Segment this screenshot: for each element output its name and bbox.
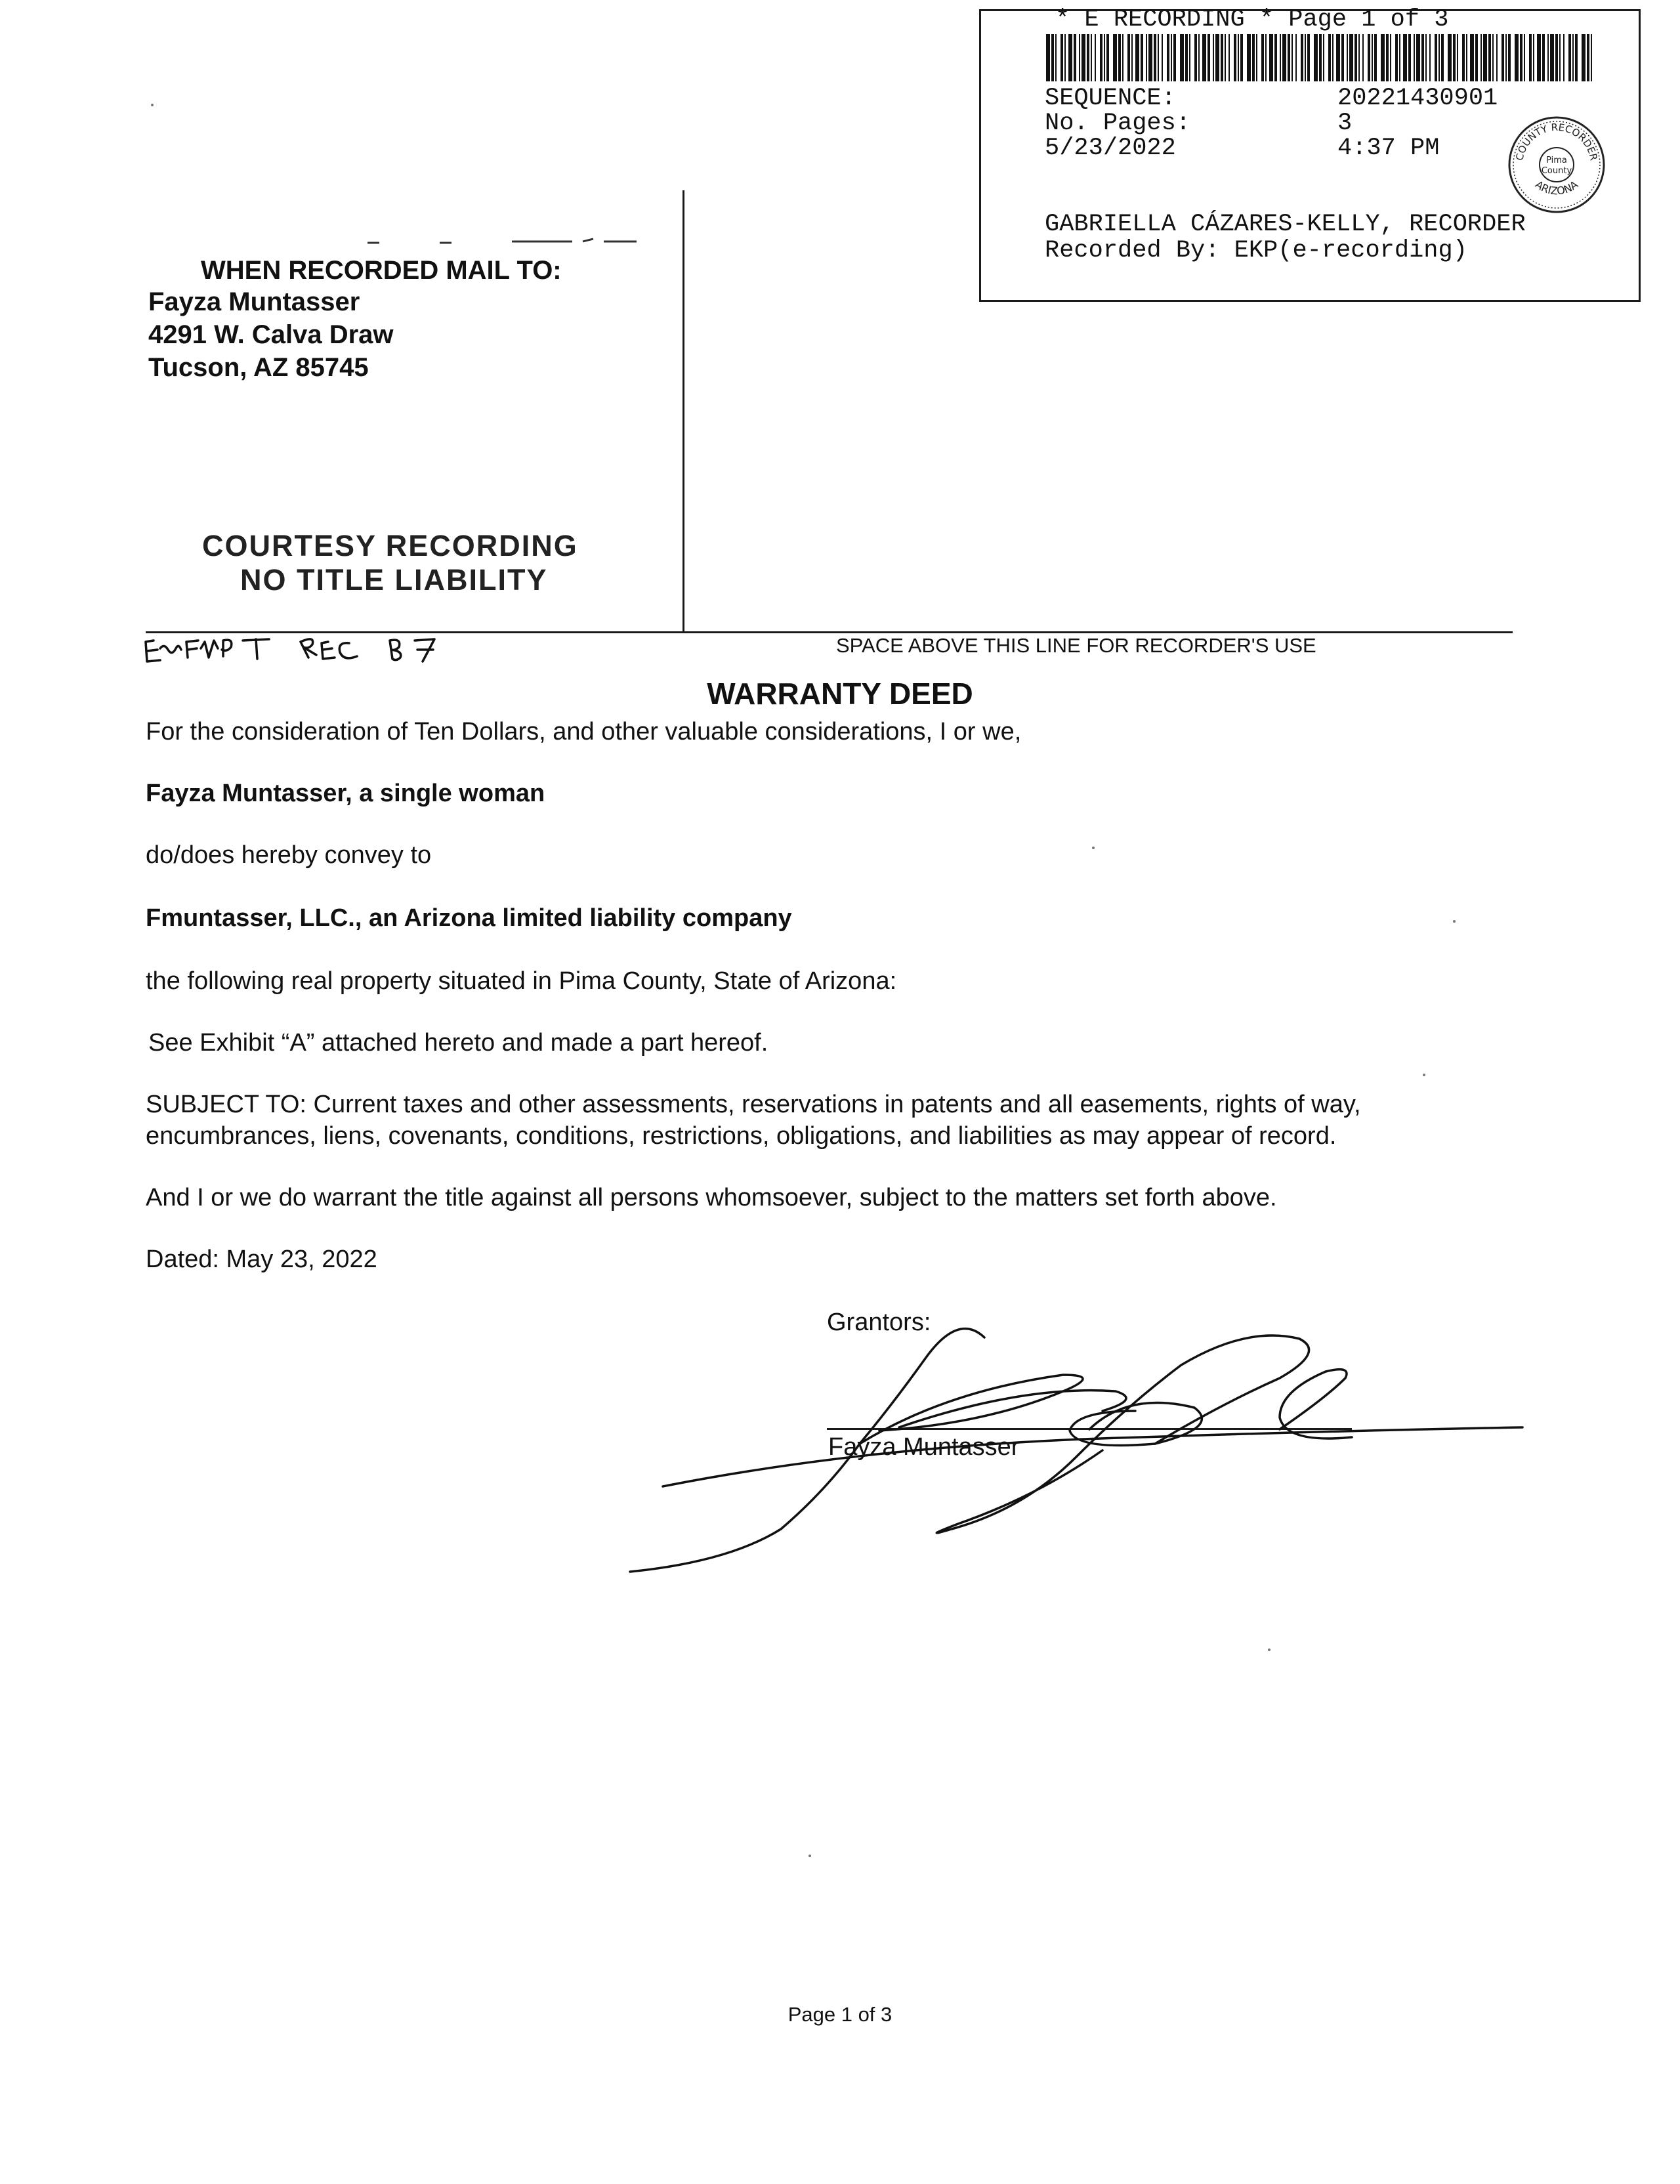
convey-phrase: do/does hereby convey to [146, 841, 432, 869]
barcode-bar [1572, 34, 1574, 81]
barcode-bar [1189, 34, 1190, 81]
barcode-bar [1221, 34, 1223, 81]
barcode-bar [1347, 34, 1348, 81]
barcode-bar [1505, 34, 1507, 81]
scan-speck [1453, 920, 1456, 923]
barcode-bar [1146, 34, 1147, 81]
barcode-bar [1408, 34, 1411, 81]
svg-text:ARIZONA [1533, 178, 1580, 197]
barcode-bar [1488, 34, 1491, 81]
barcode-bar [1280, 34, 1281, 81]
barcode-bar [1274, 34, 1277, 81]
barcode-bar [1095, 34, 1096, 81]
barcode-bar [1118, 34, 1121, 81]
dated-line: Dated: May 23, 2022 [146, 1246, 377, 1273]
barcode-bar [1336, 34, 1340, 81]
pages-label: No. Pages: [1045, 110, 1191, 137]
barcode-bar [1074, 34, 1076, 81]
barcode-bar [1079, 34, 1080, 81]
barcode-bar [1247, 34, 1251, 81]
barcode-bar [1131, 34, 1133, 81]
barcode-bar [1180, 34, 1184, 81]
barcode-bar [1462, 34, 1465, 81]
barcode-bar [1475, 34, 1478, 81]
barcode-bar [1323, 34, 1324, 81]
barcode-bar [1547, 34, 1549, 81]
scan-speck [1423, 1074, 1425, 1076]
barcode-bar [1550, 34, 1554, 81]
barcode-bar [1425, 34, 1427, 81]
grantor-party: Fayza Muntasser, a single woman [146, 780, 545, 807]
barcode-bar [1091, 34, 1092, 81]
barcode-bar [1480, 34, 1482, 81]
barcode-bar [1453, 34, 1456, 81]
barcode-bar [1483, 34, 1487, 81]
subject-to-line1: SUBJECT TO: Current taxes and other assessments, reservations in patents and all easements, rights of way, [146, 1091, 1361, 1118]
barcode-bar [1575, 34, 1578, 81]
barcode-bar [1386, 34, 1389, 81]
barcode-bar [1354, 34, 1357, 81]
barcode-bar [1194, 34, 1197, 81]
recorder-space-note: SPACE ABOVE THIS LINE FOR RECORDER'S USE [836, 634, 1316, 657]
barcode-bar [1228, 34, 1230, 81]
barcode-bar [1559, 34, 1561, 81]
recorded-by: Recorded By: EKP(e-recording) [1045, 237, 1467, 264]
barcode-bar [1292, 34, 1293, 81]
barcode-bar [1162, 34, 1163, 81]
seal-top-text: COUNTY RECORDER [1513, 121, 1600, 162]
barcode-bar [1582, 34, 1586, 81]
barcode-bar [1314, 34, 1318, 81]
barcode-bar [1269, 34, 1273, 81]
handwritten-exempt-note [140, 629, 560, 681]
courtesy-recording-stamp: COURTESY RECORDING [202, 529, 578, 562]
barcode-bar [1358, 34, 1360, 81]
deed-title: WARRANTY DEED [707, 677, 973, 711]
grantee-party: Fmuntasser, LLC., an Arizona limited liability company [146, 904, 792, 932]
barcode-bar [1185, 34, 1188, 81]
header-divider [682, 190, 684, 631]
barcode-bar [1520, 34, 1522, 81]
seal-center-line1: Pima [1546, 156, 1567, 165]
barcode-bar [1106, 34, 1109, 81]
barcode-bar [1113, 34, 1117, 81]
barcode-bar [1261, 34, 1264, 81]
consideration-clause: For the consideration of Ten Dollars, and other valuable considerations, I or we, [146, 718, 1022, 746]
barcode-bar [1158, 34, 1159, 81]
barcode-bar [1154, 34, 1156, 81]
barcode-bar [1515, 34, 1519, 81]
barcode-bar [1305, 34, 1306, 81]
barcode-bar [1141, 34, 1143, 81]
barcode-bar [1372, 34, 1373, 81]
scan-speck [808, 1855, 811, 1857]
barcode-bar [1319, 34, 1322, 81]
barcode-bar [1087, 34, 1089, 81]
recording-date: 5/23/2022 [1045, 135, 1176, 162]
recording-stamp-header: * E RECORDING * Page 1 of 3 [1055, 6, 1449, 33]
barcode-bar [1555, 34, 1558, 81]
barcode-bar [1466, 34, 1467, 81]
barcode-bar [1496, 34, 1498, 81]
mail-to-heading: WHEN RECORDED MAIL TO: [201, 256, 562, 285]
property-clause: the following real property situated in Pima County, State of Arizona: [146, 967, 897, 995]
exhibit-reference: See Exhibit “A” attached hereto and made a part hereof. [148, 1029, 768, 1057]
barcode-bar [1502, 34, 1504, 81]
barcode-bar [1374, 34, 1377, 81]
barcode-bar [1213, 34, 1214, 81]
barcode-bar [1252, 34, 1255, 81]
no-title-liability-stamp: NO TITLE LIABILITY [240, 563, 548, 597]
barcode-bar [1282, 34, 1286, 81]
subject-to-line2: encumbrances, liens, covenants, conditions, restrictions, obligations, and liabilities as may appear of record. [146, 1122, 1337, 1150]
barcode-bar [1349, 34, 1353, 81]
barcode-bar [1240, 34, 1243, 81]
barcode-bar [1492, 34, 1494, 81]
barcode-bar [1414, 34, 1415, 81]
recorder-name: GABRIELLA CÁZARES-KELLY, RECORDER [1045, 211, 1526, 238]
barcode-bar [1332, 34, 1334, 81]
grantor-signature [617, 1312, 1536, 1588]
barcode-bar [1542, 34, 1545, 81]
barcode-bar [1368, 34, 1370, 81]
pages-value: 3 [1337, 110, 1353, 137]
barcode-bar [1288, 34, 1290, 81]
barcode-bar [1127, 34, 1130, 81]
barcode-bar [1429, 34, 1431, 81]
barcode-bar [1390, 34, 1391, 81]
barcode-bar [1198, 34, 1200, 81]
barcode-bar [1046, 34, 1050, 81]
barcode-bar [1173, 34, 1176, 81]
sequence-label: SEQUENCE: [1045, 85, 1176, 112]
barcode-bar [1208, 34, 1210, 81]
scan-speck [1092, 847, 1095, 849]
barcode-bar [1470, 34, 1474, 81]
barcode-bar [1167, 34, 1169, 81]
barcode-bar [1307, 34, 1310, 81]
barcode-bar [1395, 34, 1398, 81]
scan-artifact [368, 234, 643, 247]
barcode-bar [1122, 34, 1124, 81]
barcode-bar [1202, 34, 1206, 81]
barcode-bar [1051, 34, 1054, 81]
barcode-bar [1533, 34, 1534, 81]
barcode-bar [1591, 34, 1592, 81]
barcode-bar [1457, 34, 1458, 81]
barcode-bar [1171, 34, 1172, 81]
barcode-bar [1225, 34, 1226, 81]
barcode-bar [1055, 34, 1057, 81]
barcode-bar [1403, 34, 1407, 81]
barcode-bar [1060, 34, 1063, 81]
barcode-bar [1563, 34, 1564, 81]
scan-speck [1268, 1648, 1270, 1651]
scan-speck [151, 104, 154, 106]
sequence-value: 20221430901 [1337, 85, 1498, 112]
barcode-bar [1448, 34, 1452, 81]
barcode-bar [1135, 34, 1139, 81]
barcode-bar [1587, 34, 1589, 81]
barcode-bar [1328, 34, 1331, 81]
barcode-bar [1435, 34, 1437, 81]
mail-to-city-state-zip: Tucson, AZ 85745 [148, 353, 369, 382]
barcode-bar [1265, 34, 1267, 81]
seal-bottom-text: ARIZONA [1532, 178, 1581, 198]
barcode-bar [1362, 34, 1364, 81]
barcode-bar [1068, 34, 1072, 81]
barcode-bar [1416, 34, 1420, 81]
mail-to-street: 4291 W. Calva Draw [148, 320, 394, 349]
barcode-bar [1381, 34, 1385, 81]
barcode-bar [1082, 34, 1085, 81]
barcode-bar [1399, 34, 1400, 81]
barcode-bar [1438, 34, 1440, 81]
mail-to-name: Fayza Muntasser [148, 287, 360, 316]
barcode-bar [1215, 34, 1219, 81]
barcode-bar [1256, 34, 1257, 81]
barcode-bar [1295, 34, 1297, 81]
recording-time: 4:37 PM [1337, 135, 1440, 162]
barcode-bar [1064, 34, 1066, 81]
barcode-bar [1524, 34, 1525, 81]
seal-center-line2: County [1541, 166, 1572, 176]
barcode-bar [1100, 34, 1102, 81]
grantors-label: Grantors: [827, 1309, 931, 1336]
barcode-bar [1301, 34, 1303, 81]
barcode-bar [1341, 34, 1344, 81]
county-seal [1504, 114, 1609, 215]
barcode-bar [1104, 34, 1105, 81]
barcode-bar [1234, 34, 1236, 81]
warranty-clause: And I or we do warrant the title against all persons whomsoever, subject to the matters set forth above. [146, 1184, 1277, 1211]
barcode-bar [1529, 34, 1532, 81]
barcode-bar [1238, 34, 1239, 81]
barcode-bar [1148, 34, 1152, 81]
barcode-bar [1441, 34, 1444, 81]
barcode-bar [1421, 34, 1424, 81]
grantor-printed-name: Fayza Muntasser [828, 1433, 1020, 1461]
barcode [1046, 34, 1597, 81]
barcode-bar [1508, 34, 1511, 81]
barcode-bar [1537, 34, 1541, 81]
barcode-bar [1568, 34, 1571, 81]
page-number: Page 1 of 3 [788, 2003, 892, 2026]
